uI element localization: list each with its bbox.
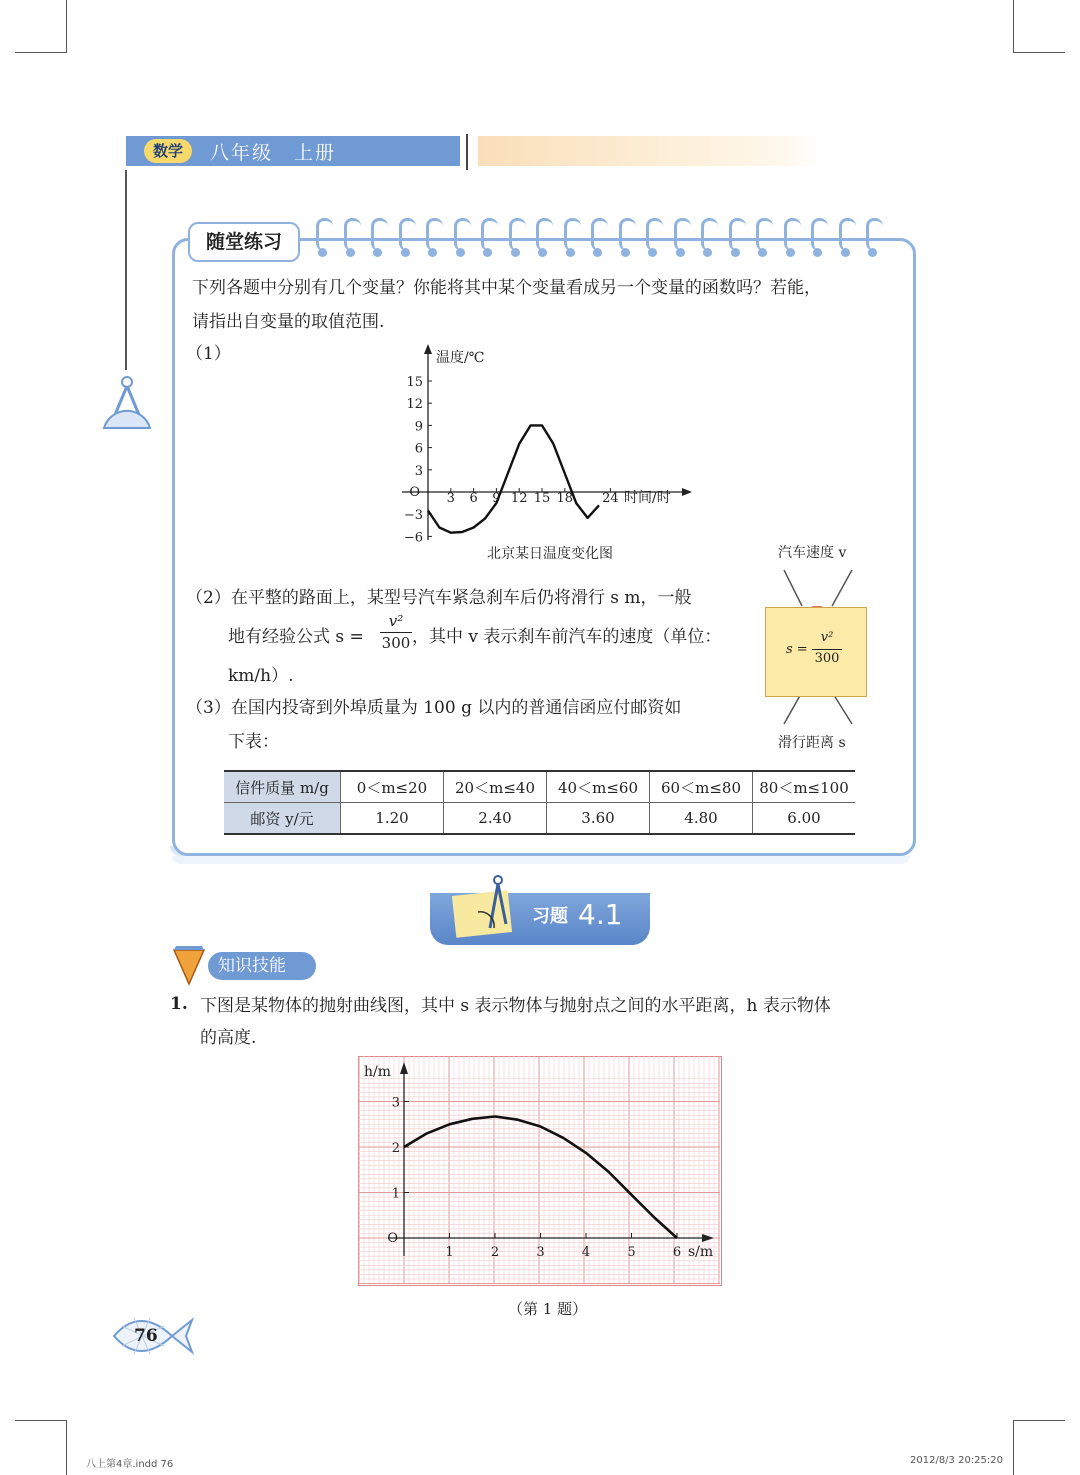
crop-mark — [15, 1420, 67, 1421]
chart-title: 北京某日温度变化图 — [487, 546, 613, 562]
x-axis-label: s/m — [688, 1244, 714, 1260]
table-cell: 1.20 — [341, 803, 444, 835]
origin-label: O — [387, 1231, 398, 1246]
x-axis-arrow — [702, 1234, 714, 1242]
y-tick-label: −6 — [403, 530, 423, 546]
car-formula-den: 300 — [814, 651, 840, 666]
ring-hole — [621, 248, 630, 257]
ring-hole — [593, 248, 602, 257]
box-shadow — [172, 856, 910, 864]
y-axis-arrow — [424, 344, 432, 354]
exercise-title: 习题 — [532, 906, 568, 927]
x-tick-label: 4 — [581, 1245, 591, 1260]
crop-mark — [15, 52, 67, 53]
fraction-bar — [380, 632, 412, 633]
crop-mark — [1013, 0, 1014, 52]
crop-mark — [1013, 1420, 1014, 1475]
y-tick-label: 3 — [391, 1095, 400, 1111]
fraction-bar — [812, 649, 842, 650]
crop-mark — [66, 1420, 67, 1475]
ring — [701, 218, 718, 251]
y-axis-label: 温度/℃ — [436, 350, 485, 366]
ring-hole — [401, 248, 410, 257]
table-cell: 20＜m≤40 — [444, 771, 547, 803]
crop-mark — [66, 0, 67, 52]
question-2-line1: （2）在平整的路面上，某型号汽车紧急刹车后仍将滑行 s m，一般 — [186, 588, 692, 608]
table-cell: 6.00 — [753, 803, 856, 835]
ring-hole — [318, 248, 327, 257]
ring — [866, 218, 883, 251]
car-speed-label: 汽车速度 v — [778, 545, 847, 561]
compass-icon — [102, 366, 152, 432]
table-cell: 40＜m≤60 — [547, 771, 650, 803]
x-tick-label: 3 — [536, 1245, 545, 1260]
y-tick-label: 3 — [414, 463, 423, 479]
table-cell: 60＜m≤80 — [650, 771, 753, 803]
footer-timestamp: 2012/8/3 20:25:20 — [910, 1455, 1004, 1466]
ring-hole — [346, 248, 355, 257]
ring-hole — [648, 248, 657, 257]
footer-file: 八上第4章.indd 76 — [86, 1459, 174, 1470]
formula-numerator: v² — [388, 612, 404, 630]
ring — [619, 218, 636, 251]
origin-label: O — [409, 485, 420, 500]
table-header-cell: 信件质量 m/g — [224, 771, 341, 803]
ring-hole — [511, 248, 520, 257]
ring-hole — [703, 248, 712, 257]
question-2-line3: km/h）. — [228, 666, 294, 686]
question-3-line2: 下表： — [228, 732, 279, 752]
ring — [536, 218, 553, 251]
ring — [811, 218, 828, 251]
table-row — [224, 771, 855, 803]
table-cell: 0＜m≤20 — [341, 771, 444, 803]
question-2-line2a: 地有经验公式 s = — [228, 627, 364, 647]
y-tick-label: 12 — [406, 397, 423, 413]
y-tick-label: 2 — [391, 1141, 400, 1156]
practice-intro-line2: 请指出自变量的取值范围. — [192, 312, 385, 332]
exercise-number: 4.1 — [578, 898, 623, 931]
ring — [371, 218, 388, 251]
ring-hole — [483, 248, 492, 257]
ring — [481, 218, 498, 251]
y-tick-label: −3 — [403, 508, 423, 524]
x-axis-arrow — [682, 488, 692, 496]
ring — [646, 218, 663, 251]
ring-hole — [786, 248, 795, 257]
car-formula-num: v² — [820, 630, 834, 645]
ring — [426, 218, 443, 251]
slide-distance-label: 滑行距离 s — [778, 735, 846, 751]
y-tick-label: 15 — [406, 375, 423, 390]
x-tick-label: 3 — [446, 491, 455, 506]
ring — [316, 218, 333, 251]
figure-caption: （第 1 题） — [508, 1300, 588, 1318]
temperature-chart — [380, 340, 710, 570]
ring-hole — [841, 248, 850, 257]
ring — [564, 218, 581, 251]
ring — [729, 218, 746, 251]
x-tick-label: 6 — [672, 1245, 682, 1260]
projectile-chart — [358, 1056, 722, 1286]
table-row — [224, 803, 855, 835]
compass-icon — [470, 872, 510, 934]
x-tick-label: 5 — [627, 1245, 636, 1260]
ring-hole — [813, 248, 822, 257]
x-tick-label: 12 — [510, 491, 528, 506]
ring — [784, 218, 801, 251]
exercise-q1-line1: 下图是某物体的抛射曲线图，其中 s 表示物体与抛射点之间的水平距离，h 表示物体 — [200, 996, 831, 1016]
ring-hole — [758, 248, 767, 257]
ring-hole — [373, 248, 382, 257]
y-axis-label: h/m — [364, 1064, 392, 1080]
ring — [454, 218, 471, 251]
ring — [756, 218, 773, 251]
x-tick-label: 9 — [492, 491, 501, 506]
ring — [509, 218, 526, 251]
ring — [399, 218, 416, 251]
y-tick-label: 9 — [414, 419, 423, 435]
question-3-line1: （3）在国内投寄到外埠质量为 100 g 以内的普通信函应付邮资如 — [186, 698, 682, 718]
ring-hole — [868, 248, 877, 257]
ring-hole — [676, 248, 685, 257]
header-gradient — [478, 136, 818, 166]
pencil-icon — [172, 944, 206, 986]
header-divider — [466, 134, 468, 170]
formula-denominator: 300 — [381, 634, 411, 652]
ring-hole — [428, 248, 437, 257]
ring — [344, 218, 361, 251]
table-cell: 3.60 — [547, 803, 650, 835]
book-title: 八年级 上册 — [210, 142, 337, 164]
practice-tag: 随堂练习 — [188, 222, 300, 262]
ring-hole — [731, 248, 740, 257]
ring — [591, 218, 608, 251]
x-axis-label: 时间/时 — [624, 490, 671, 506]
crop-mark — [1013, 1420, 1065, 1421]
table-cell: 4.80 — [650, 803, 753, 835]
x-tick-label: 1 — [445, 1245, 454, 1260]
ring — [674, 218, 691, 251]
exercise-q1-line2: 的高度. — [200, 1028, 257, 1048]
table-cell: 80＜m≤100 — [753, 771, 856, 803]
question-1-label: （1） — [186, 344, 231, 364]
y-axis-arrow — [400, 1062, 408, 1074]
crop-mark — [1013, 52, 1065, 53]
table-cell: 2.40 — [444, 803, 547, 835]
question-number: 1. — [170, 994, 188, 1014]
page-number: 76 — [134, 1326, 158, 1346]
car-formula-lhs: s = — [786, 642, 808, 657]
ring-hole — [538, 248, 547, 257]
ring-hole — [456, 248, 465, 257]
question-2-line2b: ，其中 v 表示刹车前汽车的速度（单位： — [412, 627, 722, 647]
x-tick-label: 6 — [469, 491, 478, 506]
practice-intro-line1: 下列各题中分别有几个变量？你能将其中某个变量看成另一个变量的函数吗？若能， — [192, 278, 821, 298]
table-header-cell: 邮资 y/元 — [224, 803, 341, 835]
postage-table — [224, 770, 855, 835]
ring — [839, 218, 856, 251]
ring-hole — [566, 248, 575, 257]
temperature-curve — [428, 425, 599, 532]
y-tick-label: 6 — [414, 441, 423, 457]
subject-badge: 数学 — [144, 139, 192, 163]
y-tick-label: 1 — [391, 1186, 400, 1202]
section-tab: 知识技能 — [208, 952, 316, 980]
x-tick-label: 24 — [602, 491, 619, 506]
x-tick-label: 15 — [533, 491, 551, 506]
x-tick-label: 2 — [490, 1245, 500, 1260]
x-tick-label: 18 — [556, 491, 574, 506]
margin-line — [125, 170, 127, 370]
